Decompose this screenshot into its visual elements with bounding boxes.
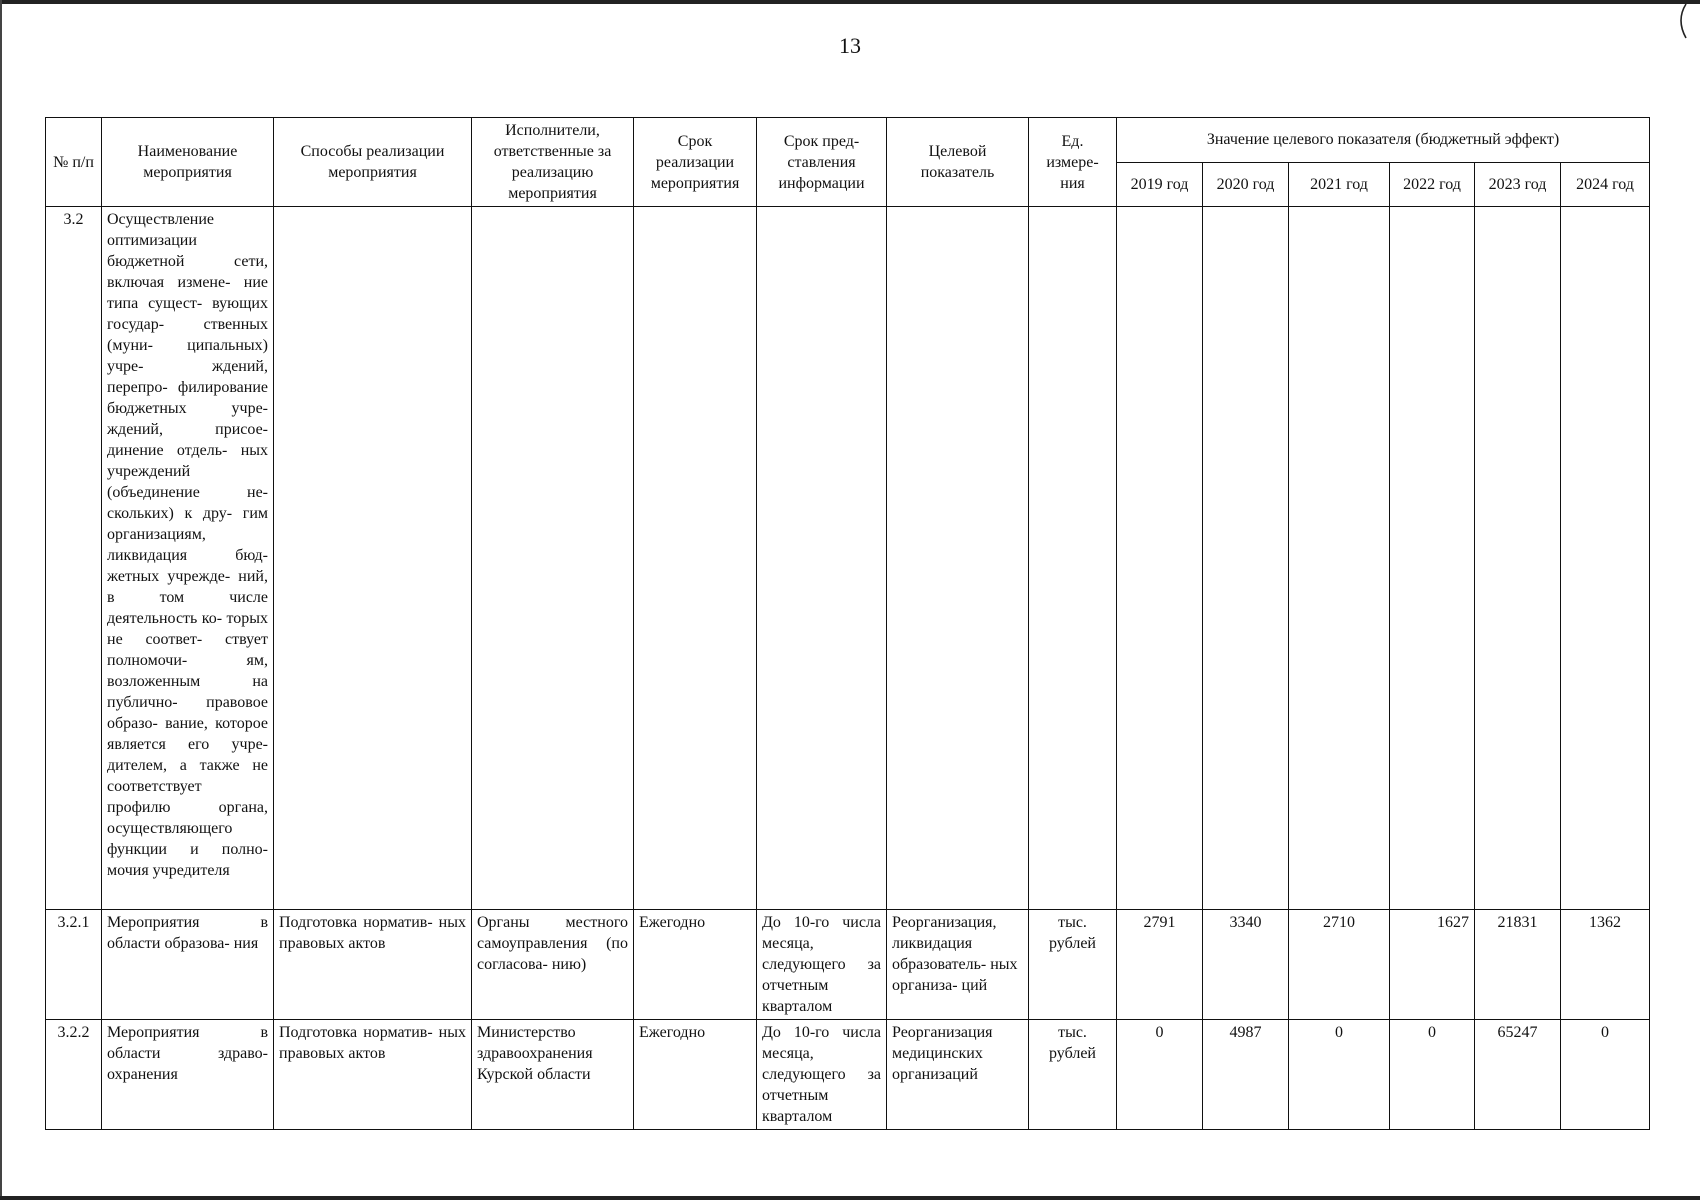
cell-value: 1362: [1561, 910, 1650, 1020]
table-header: [46, 118, 1650, 207]
cell-value: [1561, 207, 1650, 910]
cell-name: Мероприятия в области образова- ния: [102, 910, 274, 1020]
cell-value: 0: [1390, 1020, 1475, 1130]
header-methods: Способы реализации мероприятия: [274, 118, 472, 207]
cell-num: 3.2.1: [46, 910, 102, 1020]
cell-indicator: Реорганизация, ликвидация образователь- ных организа- ций: [887, 910, 1029, 1020]
cell-num: 3.2: [46, 207, 102, 910]
cell-value: [1475, 207, 1561, 910]
cell-value: [1289, 207, 1390, 910]
cell-methods: [274, 207, 472, 910]
header-year: 2022 год: [1390, 162, 1475, 207]
cell-indicator: [887, 207, 1029, 910]
cell-value: 21831: [1475, 910, 1561, 1020]
cell-report: [757, 207, 887, 910]
cell-value: 0: [1117, 1020, 1203, 1130]
cell-executors: [472, 207, 634, 910]
header-report: Срок пред- ставления информации: [757, 118, 887, 207]
table-body: [46, 207, 1650, 1130]
cell-value: [1203, 207, 1289, 910]
cell-value: 65247: [1475, 1020, 1561, 1130]
corner-scan-mark: [1672, 2, 1692, 42]
cell-term: Ежегодно: [634, 910, 757, 1020]
header-row-top: [46, 118, 1650, 163]
header-num: № п/п: [46, 118, 102, 207]
header-indicator: Целевой показатель: [887, 118, 1029, 207]
cell-value: 1627: [1390, 910, 1475, 1020]
header-executors: Исполнители, ответственные за реализацию мероприятия: [472, 118, 634, 207]
scan-edge-bottom: [0, 1196, 1700, 1200]
table-row: [46, 207, 1650, 910]
cell-value: 0: [1561, 1020, 1650, 1130]
table-row: [46, 1020, 1650, 1130]
cell-value: 2710: [1289, 910, 1390, 1020]
cell-report: До 10-го числа месяца, следующего за отчетным кварталом: [757, 910, 887, 1020]
header-year: 2019 год: [1117, 162, 1203, 207]
cell-methods: Подготовка норматив- ных правовых актов: [274, 910, 472, 1020]
measures-table: [45, 117, 1650, 1130]
cell-value: [1390, 207, 1475, 910]
cell-unit: тыс. рублей: [1029, 910, 1117, 1020]
cell-methods: Подготовка норматив- ных правовых актов: [274, 1020, 472, 1130]
header-unit: Ед. измере- ния: [1029, 118, 1117, 207]
cell-name: Мероприятия в области здраво- охранения: [102, 1020, 274, 1130]
cell-value: 3340: [1203, 910, 1289, 1020]
header-term: Срок реализации мероприятия: [634, 118, 757, 207]
cell-value: 2791: [1117, 910, 1203, 1020]
header-year: 2023 год: [1475, 162, 1561, 207]
table-row: [46, 910, 1650, 1020]
header-name: Наименование мероприятия: [102, 118, 274, 207]
cell-executors: Органы местного самоуправления (по согласова- нию): [472, 910, 634, 1020]
cell-name: Осуществление оптимизации бюджетной сети, включая измене- ние типа сущест- вующих государ- ственных (муни- ципальных) учре- ждений, перепро- филирование бюджетных учре- ждений, присое- динение отдель- ных учреждений (объединение не- скольких) к дру- гим организациям, ликвидация бюд- жетных учрежде- ний, в том числе деятельность ко- торых не соответ- ствует полномочи- ям, возложенным на публично- правовое образо- вание, которое является его учре- дителем, а также не соответствует профилю органа, осуществляющего функции и полно- мочия учредителя: [102, 207, 274, 910]
scan-edge-left: [0, 0, 2, 1200]
cell-value: 0: [1289, 1020, 1390, 1130]
scan-edge-top: [0, 0, 1700, 4]
cell-term: Ежегодно: [634, 1020, 757, 1130]
cell-value: 4987: [1203, 1020, 1289, 1130]
cell-unit: тыс. рублей: [1029, 1020, 1117, 1130]
cell-executors: Министерство здравоохранения Курской области: [472, 1020, 634, 1130]
cell-indicator: Реорганизация медицинских организаций: [887, 1020, 1029, 1130]
header-target-group: Значение целевого показателя (бюджетный эффект): [1117, 118, 1650, 163]
header-year: 2021 год: [1289, 162, 1390, 207]
cell-value: [1117, 207, 1203, 910]
cell-unit: [1029, 207, 1117, 910]
page-number: 13: [839, 33, 861, 58]
cell-term: [634, 207, 757, 910]
header-year: 2020 год: [1203, 162, 1289, 207]
header-year: 2024 год: [1561, 162, 1650, 207]
cell-report: До 10-го числа месяца, следующего за отчетным кварталом: [757, 1020, 887, 1130]
cell-num: 3.2.2: [46, 1020, 102, 1130]
